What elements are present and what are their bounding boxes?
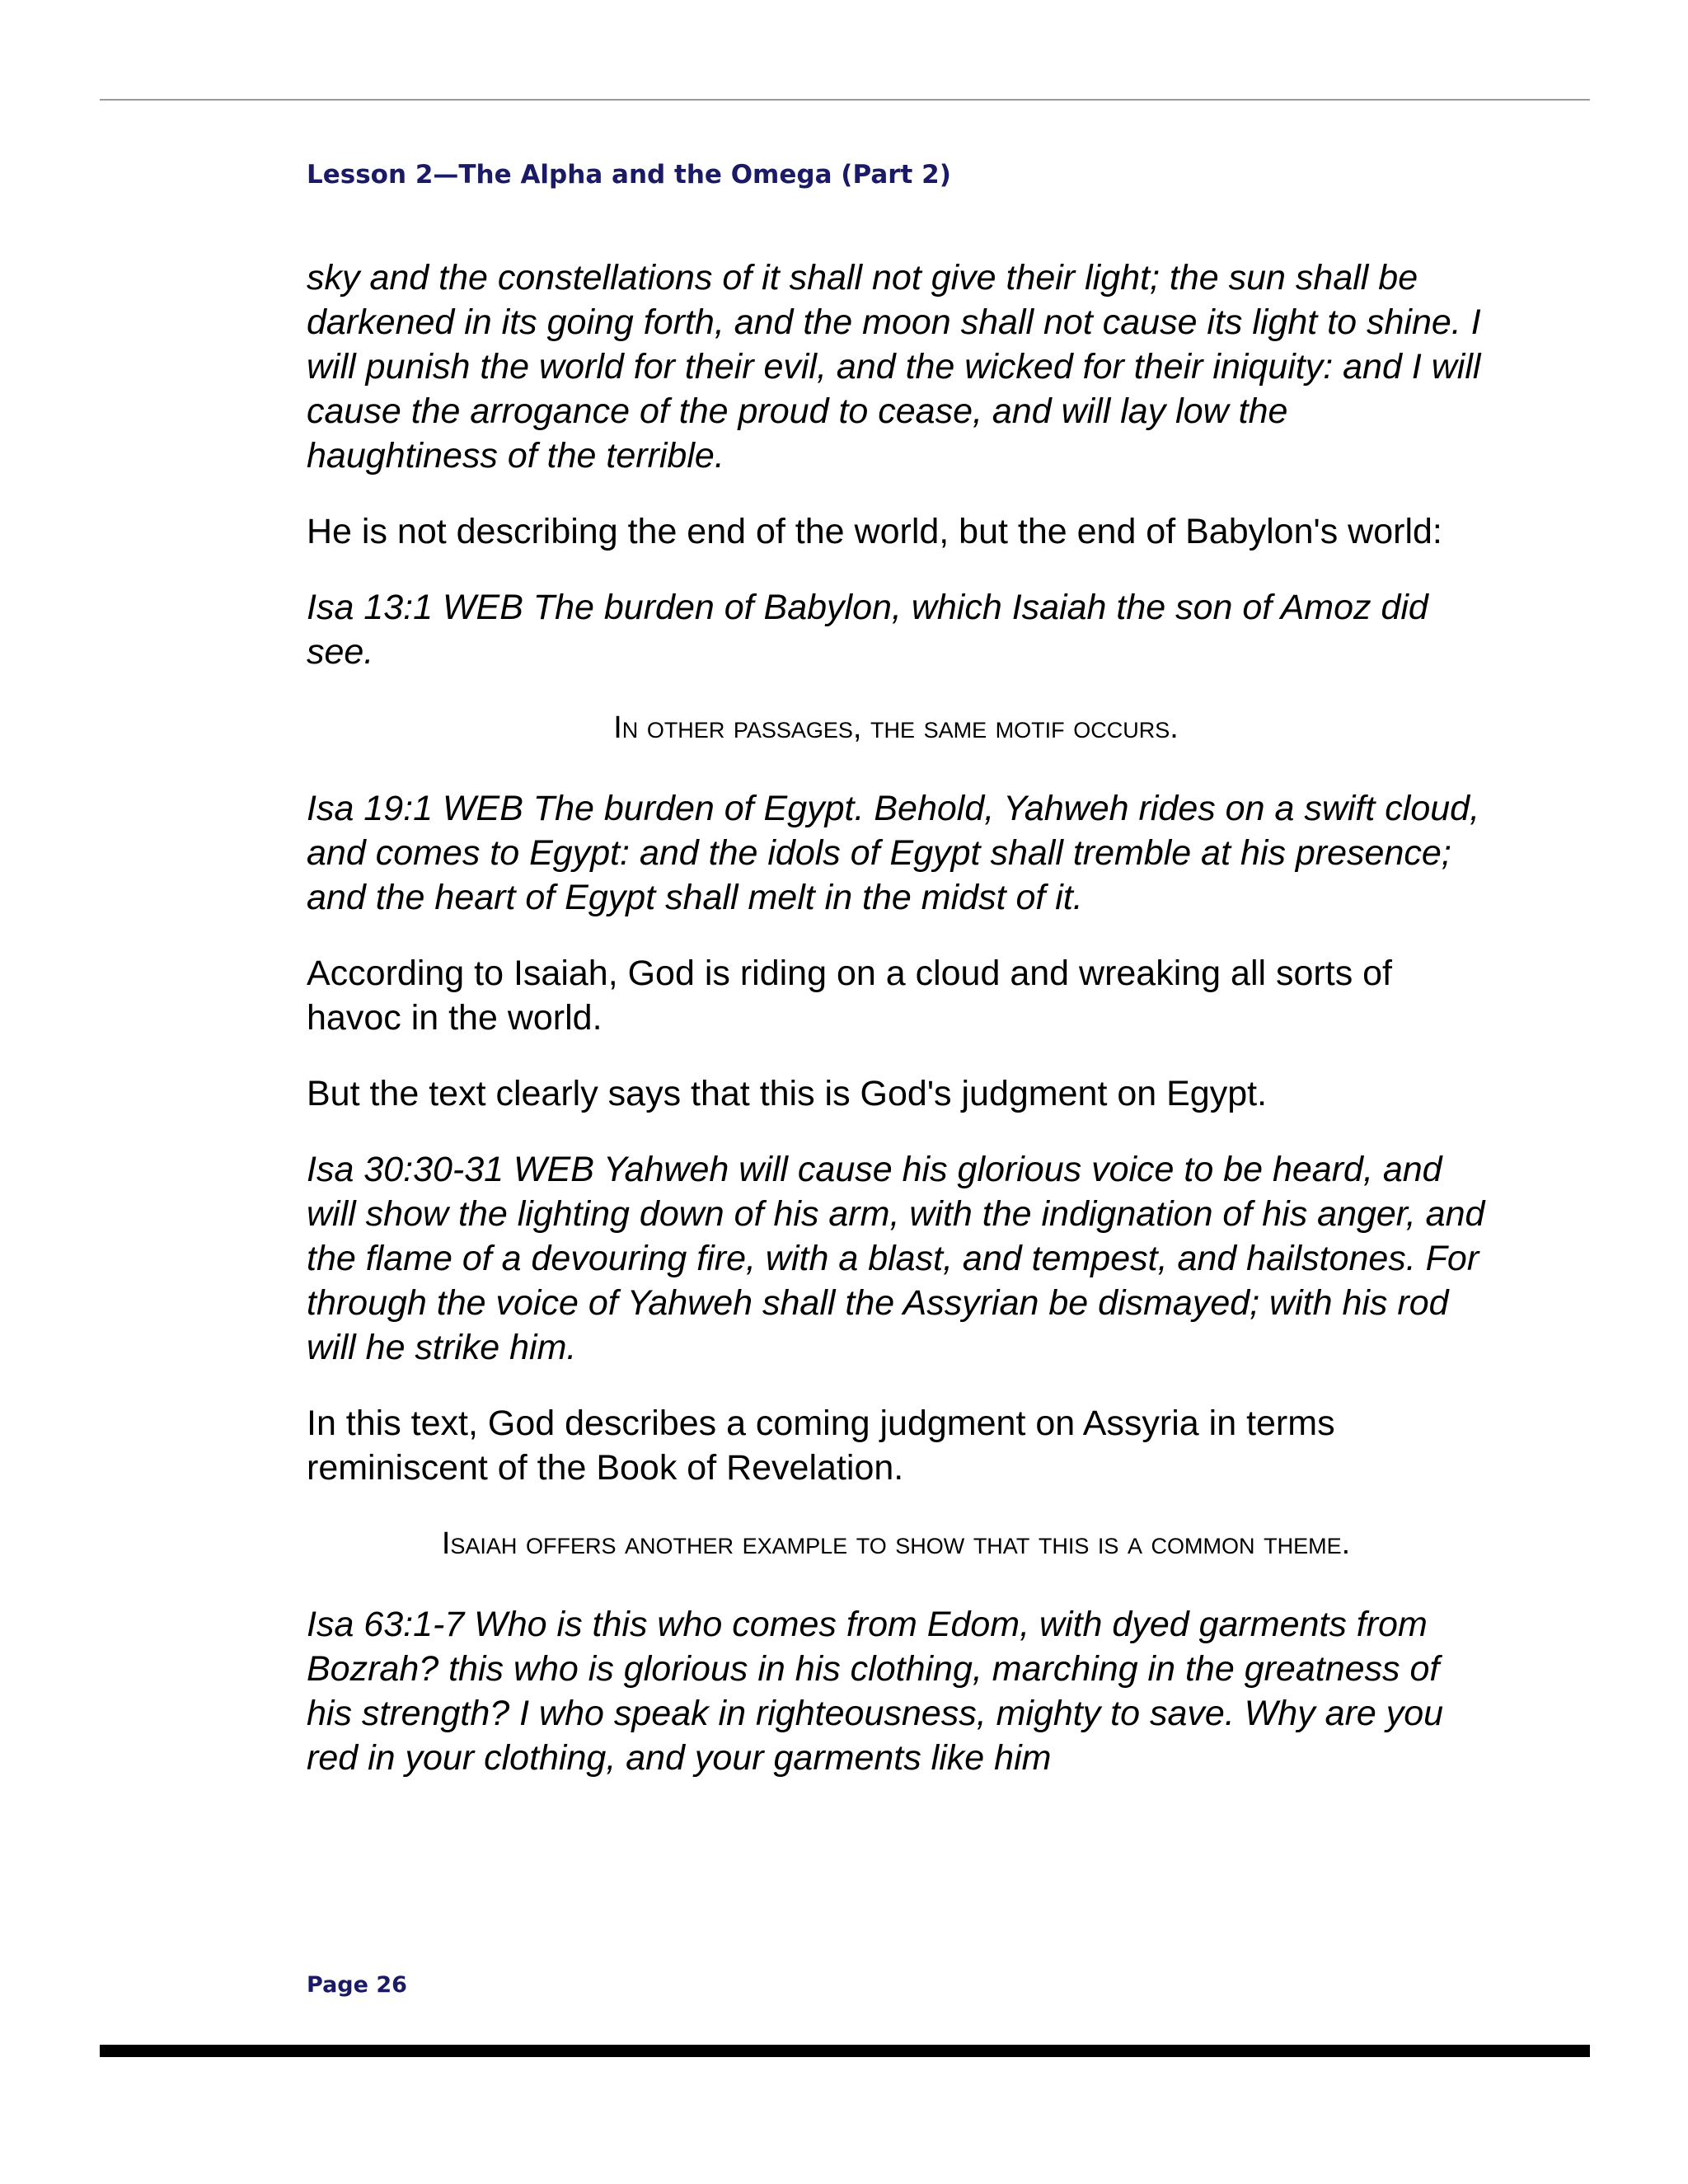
scripture-quote: Isa 30:30-31 WEB Yahweh will cause his glorious voice to be heard, and will show the lighting down of his arm, with the indignation of his anger, and the flame of a devouring fire, with a blast, and tempest, and hailstones. For through the voice of Yahweh shall the Assyrian be dismayed; with his rod will he strike him. <box>307 1150 1485 1367</box>
body-paragraph: But the text clearly says that this is God's judgment on Egypt. <box>307 1074 1268 1113</box>
body-paragraph: In this text, God describes a coming judgment on Assyria in terms reminiscent of the Book of Revelation. <box>307 1404 1335 1488</box>
bottom-divider <box>100 2045 1590 2057</box>
page-content <box>307 255 1485 1811</box>
top-divider <box>100 99 1590 101</box>
section-heading: Isaiah offers another example to show that this is a common theme. <box>441 1526 1351 1561</box>
body-paragraph: According to Isaiah, God is riding on a cloud and wreaking all sorts of havoc in the world. <box>307 954 1393 1038</box>
scripture-quote: Isa 13:1 WEB The burden of Babylon, which Isaiah the son of Amoz did see. <box>307 588 1428 672</box>
scripture-quote: Isa 63:1-7 Who is this who comes from Edom, with dyed garments from Bozrah? this who is glorious in his clothing, marching in the greatness of his strength? I who speak in righteousness, mighty to save. Why are you red in your clothing, and your garments like him <box>307 1605 1444 1778</box>
running-header: Lesson 2—The Alpha and the Omega (Part 2) <box>307 160 951 190</box>
page-number: Page 26 <box>307 1972 407 1998</box>
scripture-quote: Isa 19:1 WEB The burden of Egypt. Behold, Yahweh rides on a swift cloud, and comes to Egypt: and the idols of Egypt shall tremble at his presence; and the heart of Egypt shall melt in the midst of it. <box>307 789 1480 917</box>
body-paragraph: He is not describing the end of the world, but the end of Babylon's world: <box>307 512 1442 551</box>
scripture-quote: sky and the constellations of it shall not give their light; the sun shall be darkened in its going forth, and the moon shall not cause its light to shine. I will punish the world for their evil, and the wicked for their iniquity: and I will cause the arrogance of the proud to cease, and will lay low the haughtiness of the terrible. <box>307 258 1481 476</box>
section-heading: In other passages, the same motif occurs. <box>613 710 1179 745</box>
